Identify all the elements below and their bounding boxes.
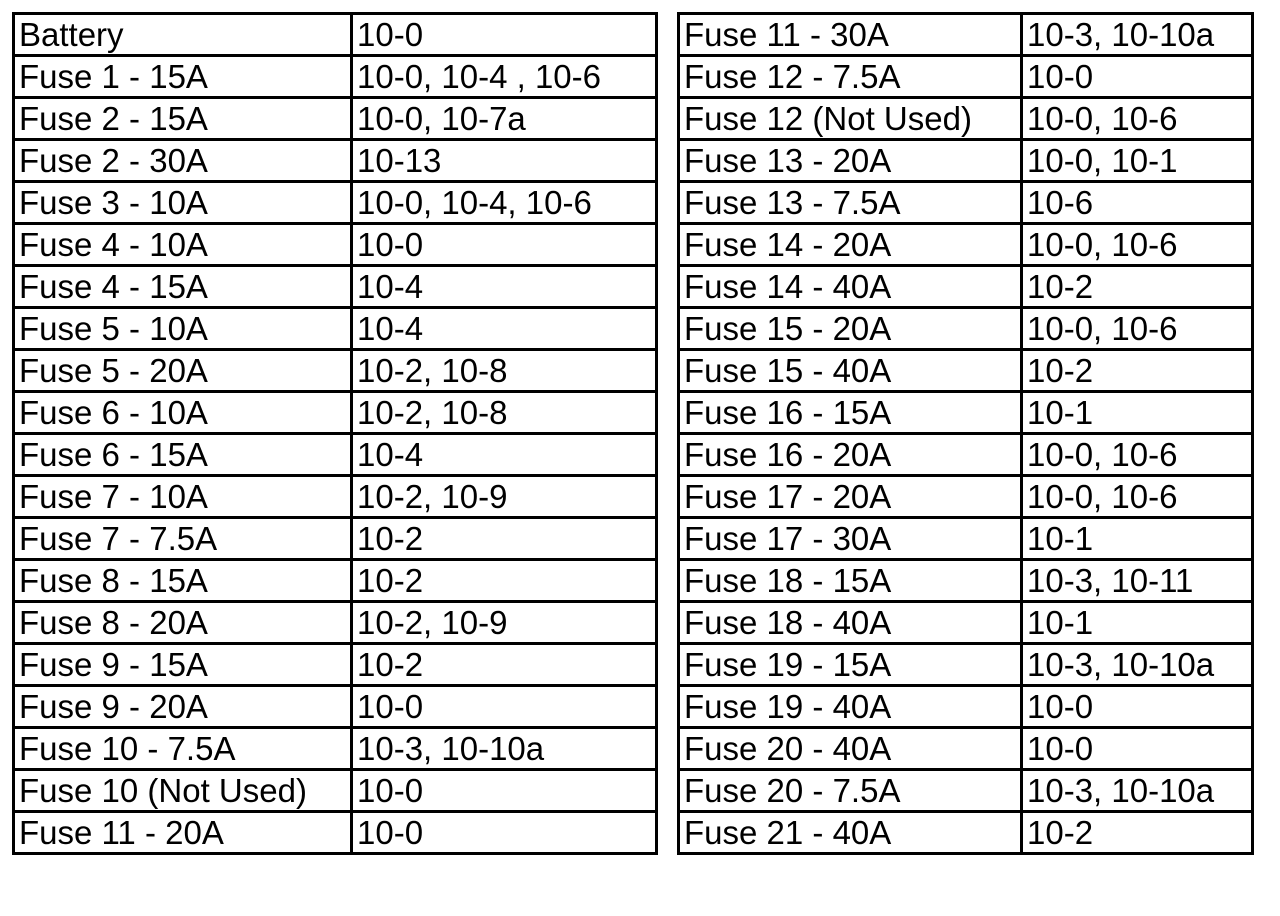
- fuse-cell: Fuse 21 - 40A: [679, 812, 1022, 854]
- fuse-cell: Fuse 12 - 7.5A: [679, 56, 1022, 98]
- table-row: [679, 476, 1253, 518]
- fuse-cell: Fuse 5 - 20A: [14, 350, 352, 392]
- table-row: [679, 266, 1253, 308]
- fuse-cell: Fuse 2 - 15A: [14, 98, 352, 140]
- fuse-cell: Fuse 18 - 40A: [679, 602, 1022, 644]
- fuse-cell: Fuse 16 - 20A: [679, 434, 1022, 476]
- table-row: [14, 770, 657, 812]
- page-ref-cell: 10-0, 10-6: [1022, 476, 1253, 518]
- page-ref-cell: 10-3, 10-11: [1022, 560, 1253, 602]
- page-ref-cell: 10-2, 10-8: [352, 392, 657, 434]
- page-ref-cell: 10-2, 10-9: [352, 602, 657, 644]
- page-ref-cell: 10-1: [1022, 602, 1253, 644]
- page-ref-cell: 10-6: [1022, 182, 1253, 224]
- table-row: [14, 392, 657, 434]
- page-ref-cell: 10-3, 10-10a: [1022, 770, 1253, 812]
- page-ref-cell: 10-0: [352, 812, 657, 854]
- fuse-cell: Fuse 20 - 40A: [679, 728, 1022, 770]
- table-row: [14, 14, 657, 56]
- page-ref-cell: 10-0, 10-4 , 10-6: [352, 56, 657, 98]
- page-ref-cell: 10-0: [352, 770, 657, 812]
- fuse-cell: Fuse 10 (Not Used): [14, 770, 352, 812]
- page-ref-cell: 10-2: [352, 518, 657, 560]
- fuse-cell: Fuse 13 - 20A: [679, 140, 1022, 182]
- fuse-cell: Fuse 19 - 40A: [679, 686, 1022, 728]
- table-row: [679, 602, 1253, 644]
- fuse-table-left-body: [14, 14, 657, 854]
- fuse-cell: Fuse 8 - 20A: [14, 602, 352, 644]
- fuse-table-left: [12, 12, 658, 855]
- fuse-cell: Fuse 1 - 15A: [14, 56, 352, 98]
- page-ref-cell: 10-0, 10-1: [1022, 140, 1253, 182]
- page-ref-cell: 10-0, 10-6: [1022, 308, 1253, 350]
- page-ref-cell: 10-4: [352, 308, 657, 350]
- page-ref-cell: 10-2: [1022, 812, 1253, 854]
- table-row: [679, 392, 1253, 434]
- table-row: [14, 182, 657, 224]
- table-row: [679, 644, 1253, 686]
- page-ref-cell: 10-13: [352, 140, 657, 182]
- table-row: [679, 518, 1253, 560]
- table-row: [14, 728, 657, 770]
- fuse-cell: Fuse 9 - 20A: [14, 686, 352, 728]
- table-row: [14, 308, 657, 350]
- fuse-cell: Fuse 11 - 30A: [679, 14, 1022, 56]
- table-row: [679, 812, 1253, 854]
- fuse-cell: Fuse 7 - 10A: [14, 476, 352, 518]
- fuse-cell: Fuse 14 - 40A: [679, 266, 1022, 308]
- page-ref-cell: 10-3, 10-10a: [1022, 14, 1253, 56]
- fuse-cell: Fuse 15 - 40A: [679, 350, 1022, 392]
- page-ref-cell: 10-1: [1022, 392, 1253, 434]
- page-ref-cell: 10-0: [1022, 686, 1253, 728]
- table-row: [14, 266, 657, 308]
- fuse-cell: Fuse 14 - 20A: [679, 224, 1022, 266]
- fuse-cell: Fuse 12 (Not Used): [679, 98, 1022, 140]
- fuse-cell: Fuse 5 - 10A: [14, 308, 352, 350]
- page-ref-cell: 10-4: [352, 266, 657, 308]
- page-ref-cell: 10-0: [352, 224, 657, 266]
- fuse-cell: Fuse 4 - 10A: [14, 224, 352, 266]
- page-ref-cell: 10-2: [1022, 350, 1253, 392]
- page-ref-cell: 10-0, 10-4, 10-6: [352, 182, 657, 224]
- fuse-cell: Fuse 19 - 15A: [679, 644, 1022, 686]
- fuse-table-right: [677, 12, 1254, 855]
- page-ref-cell: 10-4: [352, 434, 657, 476]
- page-ref-cell: 10-0: [1022, 728, 1253, 770]
- page-ref-cell: 10-0: [352, 686, 657, 728]
- table-row: [679, 728, 1253, 770]
- table-row: [679, 224, 1253, 266]
- table-row: [14, 56, 657, 98]
- table-row: [14, 518, 657, 560]
- page-ref-cell: 10-2: [352, 560, 657, 602]
- fuse-cell: Fuse 15 - 20A: [679, 308, 1022, 350]
- fuse-cell: Fuse 10 - 7.5A: [14, 728, 352, 770]
- fuse-cell: Fuse 4 - 15A: [14, 266, 352, 308]
- page-ref-cell: 10-0, 10-6: [1022, 434, 1253, 476]
- fuse-cell: Fuse 18 - 15A: [679, 560, 1022, 602]
- table-row: [14, 140, 657, 182]
- table-row: [679, 182, 1253, 224]
- fuse-table-right-body: [679, 14, 1253, 854]
- table-row: [679, 434, 1253, 476]
- table-row: [679, 350, 1253, 392]
- fuse-cell: Fuse 11 - 20A: [14, 812, 352, 854]
- page-ref-cell: 10-2: [1022, 266, 1253, 308]
- table-row: [679, 14, 1253, 56]
- fuse-cell: Fuse 6 - 15A: [14, 434, 352, 476]
- fuse-cell: Fuse 20 - 7.5A: [679, 770, 1022, 812]
- page-ref-cell: 10-3, 10-10a: [1022, 644, 1253, 686]
- table-row: [679, 686, 1253, 728]
- table-row: [679, 308, 1253, 350]
- page-ref-cell: 10-2: [352, 644, 657, 686]
- table-row: [14, 476, 657, 518]
- page-ref-cell: 10-0: [1022, 56, 1253, 98]
- fuse-cell: Fuse 7 - 7.5A: [14, 518, 352, 560]
- table-row: [14, 812, 657, 854]
- fuse-cell: Fuse 13 - 7.5A: [679, 182, 1022, 224]
- table-row: [14, 560, 657, 602]
- fuse-cell: Fuse 6 - 10A: [14, 392, 352, 434]
- page-ref-cell: 10-0, 10-6: [1022, 224, 1253, 266]
- table-row: [14, 644, 657, 686]
- page-ref-cell: 10-0, 10-7a: [352, 98, 657, 140]
- table-row: [679, 98, 1253, 140]
- page-ref-cell: 10-2, 10-8: [352, 350, 657, 392]
- table-row: [679, 140, 1253, 182]
- fuse-cell: Fuse 2 - 30A: [14, 140, 352, 182]
- page-ref-cell: 10-1: [1022, 518, 1253, 560]
- table-row: [679, 560, 1253, 602]
- table-row: [14, 602, 657, 644]
- page-ref-cell: 10-0: [352, 14, 657, 56]
- fuse-cell: Fuse 3 - 10A: [14, 182, 352, 224]
- fuse-cell: Fuse 9 - 15A: [14, 644, 352, 686]
- fuse-cell: Fuse 8 - 15A: [14, 560, 352, 602]
- table-row: [14, 224, 657, 266]
- page-ref-cell: 10-0, 10-6: [1022, 98, 1253, 140]
- table-row: [14, 434, 657, 476]
- table-row: [14, 686, 657, 728]
- page-ref-cell: 10-2, 10-9: [352, 476, 657, 518]
- table-row: [679, 56, 1253, 98]
- fuse-cell: Fuse 16 - 15A: [679, 392, 1022, 434]
- page-ref-cell: 10-3, 10-10a: [352, 728, 657, 770]
- fuse-cell: Fuse 17 - 30A: [679, 518, 1022, 560]
- table-row: [14, 98, 657, 140]
- table-row: [14, 350, 657, 392]
- fuse-cell: Battery: [14, 14, 352, 56]
- table-row: [679, 770, 1253, 812]
- fuse-cell: Fuse 17 - 20A: [679, 476, 1022, 518]
